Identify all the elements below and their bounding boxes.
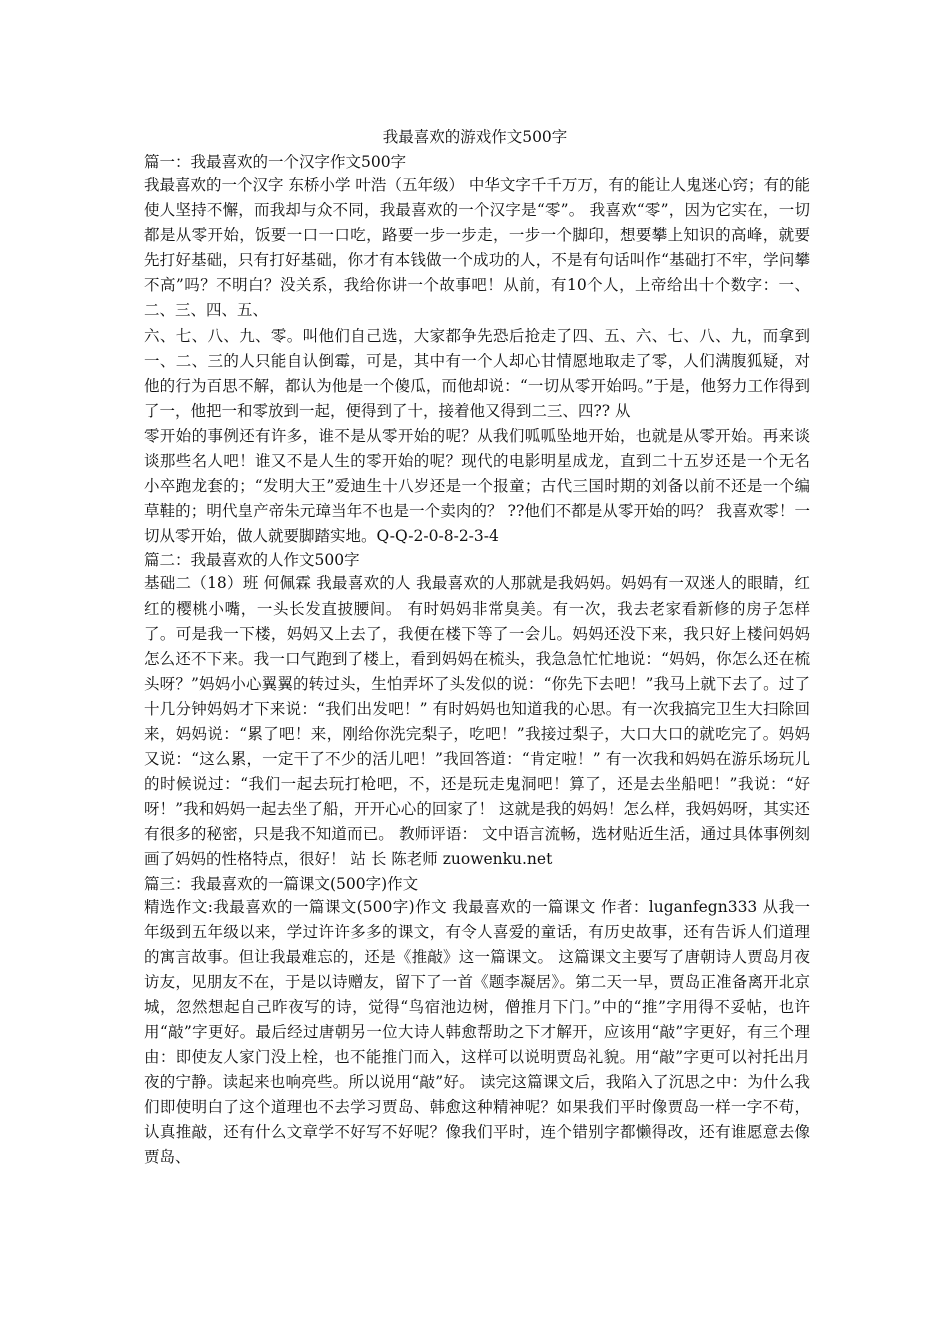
section-heading: 篇二：我最喜欢的人作文500字	[144, 551, 360, 570]
paragraph: 我最喜欢的一个汉字 东桥小学 叶浩（五年级） 中华文字千千万万，有的能让人鬼迷心窍；有的能使人坚持不懈，而我却与众不同，我最喜欢的一个汉字是“零”。 我喜欢“零”，因为它实在，一切都是从零开始，饭要一口一口吃，路要一步一步走，一步一个脚印，想要攀上知识的高峰，就要先打好基础，只有打好基础，你才有本钱做一个成功的人，不是有句话叫作“基础打不牢，学问攀不高”吗？不明白？没关系，我给你讲一个故事吧！从前，有10个人，上帝给出十个数字：一、二、三、四、五、	[144, 176, 810, 320]
document-title: 我最喜欢的游戏作文500字	[382, 128, 568, 146]
paragraph: 零开始的事例还有许多，谁不是从零开始的呢？从我们呱呱坠地开始，也就是从零开始。再来谈谈那些名人吧！谁又不是人生的零开始的呢？现代的电影明星成龙，直到二十五岁还是一个无名小卒跑龙套的；“发明大王”爱迪生十八岁还是一个报童；古代三国时期的刘备以前不还是一个编草鞋的；明代皇产帝朱元璋当年不也是一个卖肉的？ ??他们不都是从零开始的吗？ 我喜欢零！一切从零开始，做人就要脚踏实地。Q-Q-2-0-8-2-3-4	[144, 426, 810, 546]
paragraph: 基础二（18）班 何佩霖 我最喜欢的人 我最喜欢的人那就是我妈妈。妈妈有一双迷人的眼睛，红红的樱桃小嘴，一头长发直披腰间。 有时妈妈非常臭美。有一次，我去老家看新修的房子怎样了。可是我一下楼，妈妈又上去了，我便在楼下等了一会儿。妈妈还没下来，我只好上楼问妈妈怎么还不下来。我一口气跑到了楼上，看到妈妈在梳头，我急急忙忙地说：“妈妈，你怎么还在梳头呀？”妈妈小心翼翼的转过头，生怕弄坏了头发似的说：“你先下去吧！”我马上就下去了。过了十几分钟妈妈才下来说：“我们出发吧！” 有时妈妈也知道我的心思。有一次我搞完卫生大扫除回来，妈妈说：“累了吧！来，刚给你洗完梨子，吃吧！”我接过梨子，大口大口的就吃完了。妈妈又说：“这么累，一定干了不少的活儿吧！”我回答道：“肯定啦！” 有一次我和妈妈在游乐场玩儿的时候说过：“我们一起去玩打枪吧，不，还是玩走鬼洞吧！算了，还是去坐船吧！”我说：“好呀！”我和妈妈一起去坐了船，开开心心的回家了！ 这就是我的妈妈！怎么样，我妈妈呀，其实还有很多的秘密，只是我不知道而已。 教师评语： 文中语言流畅，选材贴近生活，通过具体事例刻画了妈妈的性格特点，很好！ 站 长 陈老师 zuowenku.net	[144, 574, 810, 869]
section-heading: 篇一：我最喜欢的一个汉字作文500字	[144, 153, 407, 171]
section-heading: 篇三：我最喜欢的一篇课文(500字)作文	[144, 874, 419, 893]
paragraph: 精选作文:我最喜欢的一篇课文(500字)作文 我最喜欢的一篇课文 作者：luganfegn333 从我一年级到五年级以来，学过许许多多的课文，有令人喜爱的童话，有历史故事，还有告诉人们道理的寓言故事。但让我最难忘的，还是《推敲》这一篇课文。 这篇课文主要写了唐朝诗人贾岛月夜访友，见朋友不在，于是以诗赠友，留下了一首《题李凝居》。第二天一早，贾岛正准备离开北京城，忽然想起自己昨夜写的诗，觉得“鸟宿池边树，僧推月下门。”中的“推”字用得不妥帖，也许用“敲”字更好。最后经过唐朝另一位大诗人韩愈帮助之下才解开，应该用“敲”字更好，有三个理由：即使友人家门没上栓，也不能推门而入，这样可以说明贾岛礼貌。用“敲”字更可以衬托出月夜的宁静。读起来也响亮些。所以说用“敲”好。 读完这篇课文后，我陷入了沉思之中：为什么我们即使明白了这个道理也不去学习贾岛、韩愈这种精神呢？如果我们平时像贾岛一样一字不苟，认真推敲，还有什么文章学不好写不好呢？像我们平时，连个错别字都懒得改，还有谁愿意去像贾岛、	[144, 897, 810, 1167]
document-body	[144, 151, 810, 1171]
paragraph: 六、七、八、九、零。叫他们自己选，大家都争先恐后抢走了四、五、六、七、八、九，而拿到一、二、三的人只能自认倒霉，可是，其中有一个人却心甘情愿地取走了零，人们满腹狐疑，对他的行为百思不解，都认为他是一个傻瓜，而他却说：“一切从零开始吗。”于是，他努力工作得到了一，他把一和零放到一起，便得到了十，接着他又得到二三、四?? 从	[144, 326, 810, 420]
